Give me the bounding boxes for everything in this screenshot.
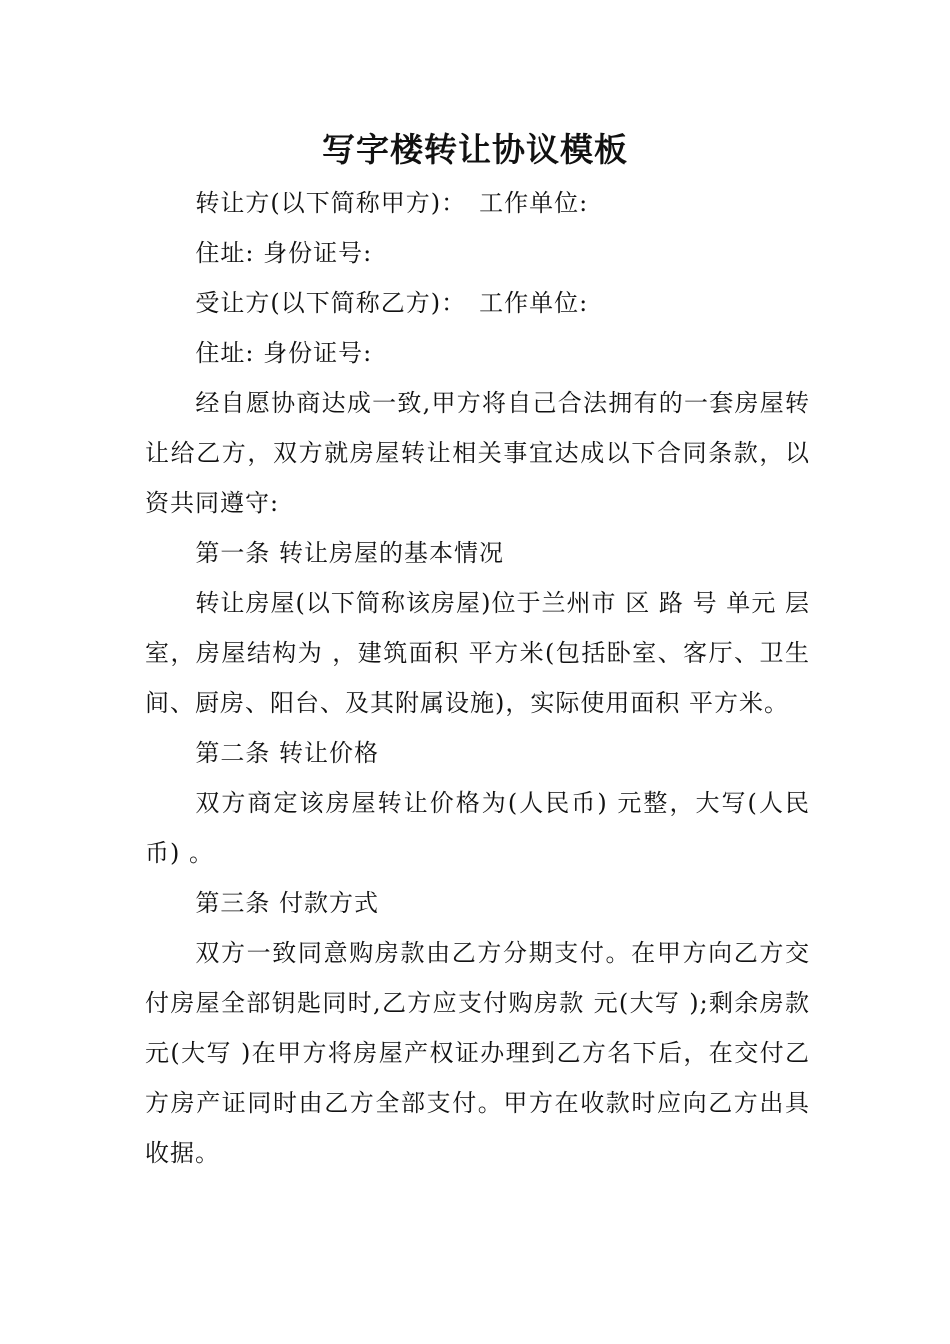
article-1-heading: 第一条 转让房屋的基本情况 <box>195 539 505 567</box>
article-2-heading: 第二条 转让价格 <box>195 739 380 767</box>
article-1-paragraph: 转让房屋(以下简称该房屋)位于兰州市 区 路 号 单元 层 室，房屋结构为 ，建筑面积 平方米(包括卧室、客厅、卫生间、厨房、阳台、及其附属设施)，实际使用面积 平方米。 <box>145 589 810 717</box>
article-3-heading: 第三条 付款方式 <box>195 889 380 917</box>
document-body <box>145 178 810 1178</box>
agreement-intro-paragraph: 经自愿协商达成一致,甲方将自己合法拥有的一套房屋转让给乙方，双方就房屋转让相关事宜达成以下合同条款，以资共同遵守: <box>145 389 810 517</box>
transferee-address-line: 住址: 身份证号: <box>195 339 373 367</box>
transferor-line: 转让方(以下简称甲方)： 工作单位: <box>195 189 589 217</box>
document-title: 写字楼转让协议模板 <box>322 130 628 169</box>
transferee-line: 受让方(以下简称乙方)： 工作单位: <box>195 289 589 317</box>
article-3-paragraph: 双方一致同意购房款由乙方分期支付。在甲方向乙方交付房屋全部钥匙同时,乙方应支付购房款 元(大写 );剩余房款 元(大写 )在甲方将房屋产权证办理到乙方名下后，在交付乙方房产证同时由乙方全部支付。甲方在收款时应向乙方出具收据。 <box>145 939 810 1167</box>
transferor-address-line: 住址: 身份证号: <box>195 239 373 267</box>
article-2-paragraph: 双方商定该房屋转让价格为(人民币) 元整，大写(人民币) 。 <box>145 789 810 867</box>
